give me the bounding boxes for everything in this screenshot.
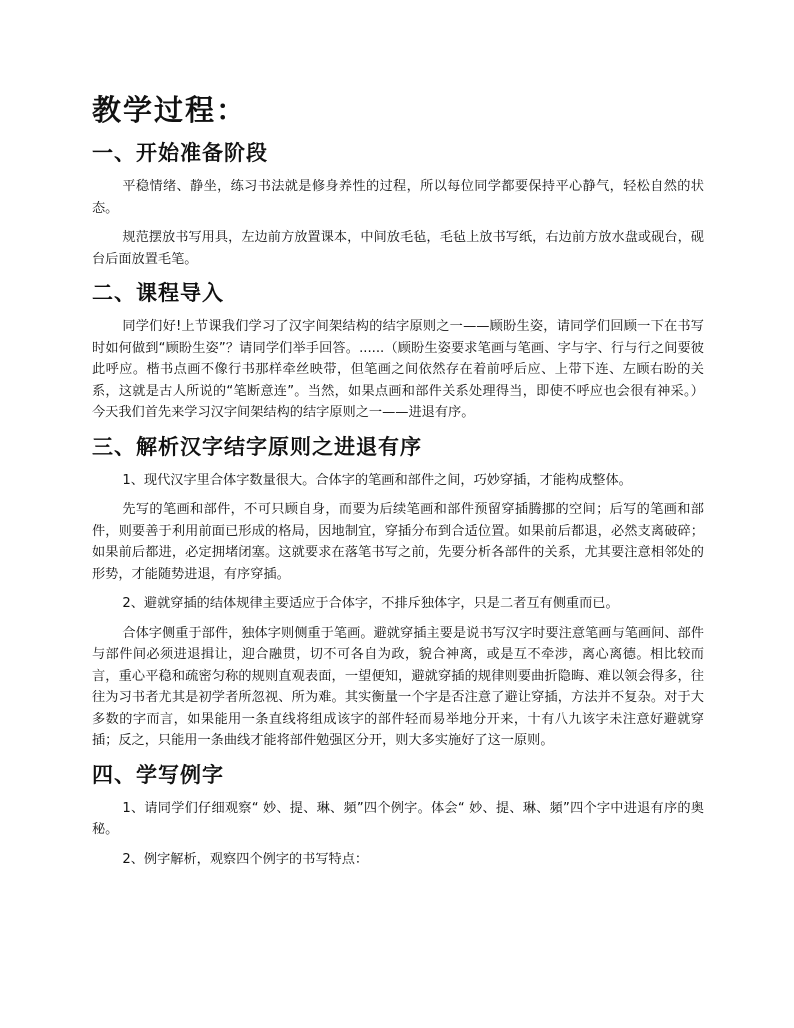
paragraph-1-2: 规范摆放书写用具，左边前方放置课本，中间放毛毡，毛毡上放书写纸，右边前方放水盘或砚台，砚台后面放置毛笔。 — [92, 230, 704, 267]
paragraph-2-1: 同学们好!上节课我们学习了汉字间架结构的结字原则之一——顾盼生姿，请同学们回顾一下在书写时如何做到“顾盼生姿”？请同学们举手回答。......（顾盼生姿要求笔画与笔画、字与字、行与行之间要彼此呼应。楷书点画不像行书那样牵丝映带，但笔画之间依然存在着前呼后应、上带下连、左顾右盼的关系，这就是古人所说的“笔断意连”。当然，如果点画和部件关系处理得当，即使不呼应也会很有神采。）今天我们首先来学习汉字间架结构的结字原则之一——进退有序。 — [92, 319, 704, 420]
document-page — [92, 90, 704, 870]
section-heading-4: 四、学写例字 — [92, 761, 224, 787]
paragraph-3-4: 合体字侧重于部件，独体字则侧重于笔画。避就穿插主要是说书写汉字时要注意笔画与笔画间、部件与部件间必须进退揖让，迎合融贯，切不可各自为政，貌合神离，或是互不牵涉，离心离德。相比较而言，重心平稳和疏密匀称的规则直观表面，一望便知，避就穿插的规律则要曲折隐晦、难以领会得多，往往为习书者尤其是初学者所忽视、所为难。其实衡量一个字是否注意了避让穿插，方法并不复杂。对于大多数的字而言，如果能用一条直线将组成该字的部件轻而易举地分开来，十有八九该字未注意好避就穿插；反之，只能用一条曲线才能将部件勉强区分开，则大多实施好了这一原则。 — [92, 625, 704, 748]
section-heading-3: 三、解析汉字结字原则之进退有序 — [92, 433, 422, 459]
paragraph-3-1: 1、现代汉字里合体字数量很大。合体字的笔画和部件之间，巧妙穿插，才能构成整体。 — [122, 472, 632, 488]
paragraph-3-3: 2、避就穿插的结体规律主要适应于合体字，不排斥独体字，只是二者互有侧重而已。 — [122, 596, 619, 611]
paragraph-1-1: 平稳情绪、静坐，练习书法就是修身养性的过程，所以每位同学都要保持平心静气，轻松自然的状态。 — [92, 179, 704, 216]
section-heading-2: 二、课程导入 — [92, 280, 224, 305]
paragraph-4-1: 1、请同学们仔细观察“ 妙、提、琳、頻”四个例字。体会“ 妙、提、琳、頻”四个字中进退有序的奥秘。 — [92, 800, 704, 837]
page-title: 教学过程： — [92, 93, 248, 127]
section-heading-1: 一、开始准备阶段 — [92, 140, 268, 165]
paragraph-4-2: 2、例字解析，观察四个例字的书写特点： — [122, 851, 369, 867]
paragraph-3-2: 先写的笔画和部件，不可只顾自身，而要为后续笔画和部件预留穿插腾挪的空间；后写的笔画和部件，则要善于利用前面已形成的格局，因地制宜，穿插分布到合适位置。如果前后都退，必然支离破碎；如果前后都进，必定拥堵闭塞。这就要求在落笔书写之前，先要分析各部件的关系，尤其要注意相邻处的形势，才能随势进退，有序穿插。 — [92, 502, 704, 582]
